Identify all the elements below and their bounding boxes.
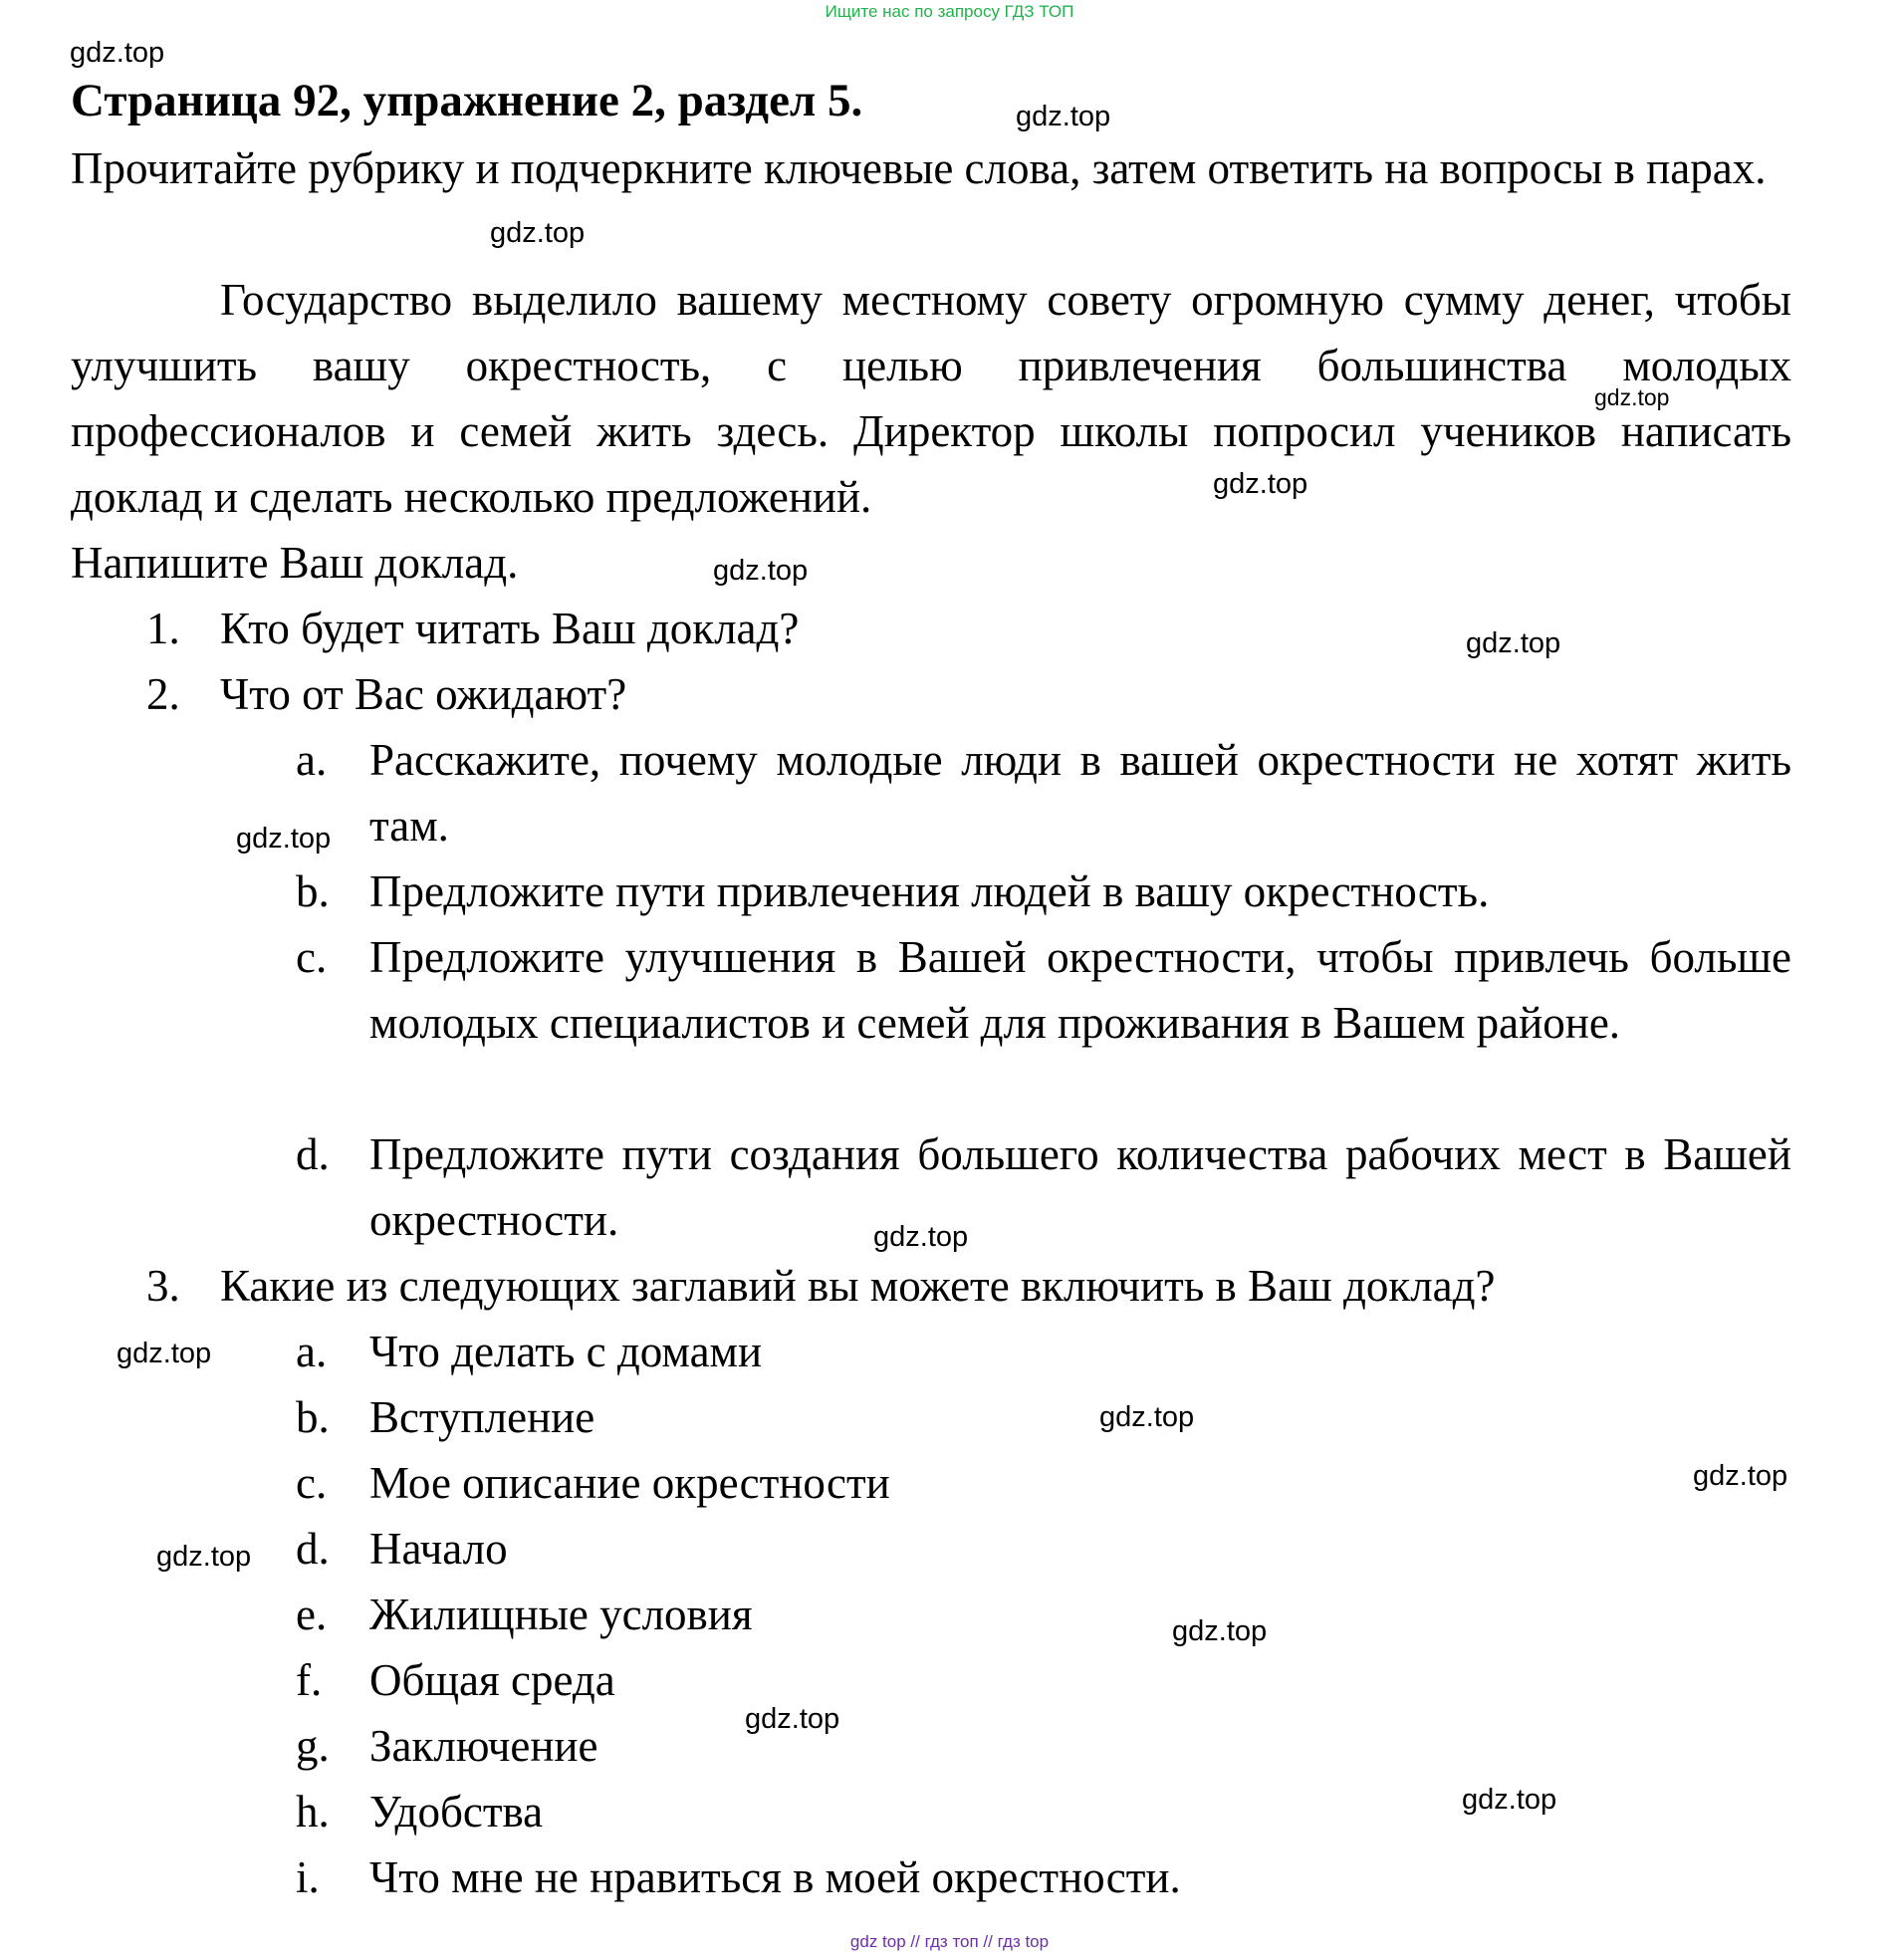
item-letter: d.	[296, 1129, 330, 1179]
watermark: gdz.top	[1462, 1784, 1557, 1816]
item-letter: c.	[296, 932, 328, 982]
question-text: Что от Вас ожидают?	[220, 669, 627, 719]
watermark: gdz.top	[745, 1703, 840, 1735]
task-heading: Напишите Ваш доклад.	[71, 538, 519, 588]
list-item: Удобства	[369, 1787, 544, 1837]
watermark: gdz.top	[490, 217, 586, 249]
list-item: Заключение	[369, 1721, 598, 1771]
item-letter: a.	[296, 735, 328, 785]
footer-watermark: gdz top // гдз топ // гдз top	[849, 1932, 1050, 1951]
watermark: gdz.top	[1016, 101, 1111, 132]
watermark: gdz.top	[1099, 1401, 1195, 1433]
top-banner: Ищите нас по запросу ГДЗ ТОП	[825, 2, 1074, 21]
list-item: Начало	[369, 1524, 508, 1574]
item-letter: h.	[296, 1787, 330, 1837]
item-letter: b.	[296, 866, 330, 916]
task-paragraph: Государство выделило вашему местному совету огромную сумму денег, чтобы улучшить вашу окрестность, с целью привлечения большинства молодых профессионалов и семей жить здесь. Директор школы попросил учеников написать доклад и сделать несколько предложений.	[71, 275, 1791, 522]
intro-text: Прочитайте рубрику и подчеркните ключевые слова, затем ответить на вопросы в парах.	[71, 143, 1767, 193]
list-item: Общая среда	[369, 1655, 615, 1705]
question-text: Кто будет читать Ваш доклад?	[220, 604, 800, 653]
watermark: gdz.top	[873, 1221, 969, 1253]
watermark: gdz.top	[70, 37, 165, 69]
watermark: gdz.top	[1594, 384, 1670, 410]
list-item: Что мне не нравиться в моей окрестности.	[369, 1852, 1181, 1902]
watermark: gdz.top	[236, 823, 332, 855]
list-item: Расскажите, почему молодые люди в вашей окрестности не хотят жить там.	[369, 735, 1791, 851]
item-letter: e.	[296, 1590, 328, 1639]
watermark: gdz.top	[1213, 468, 1308, 500]
item-letter: b.	[296, 1392, 330, 1442]
item-letter: g.	[296, 1721, 330, 1771]
item-letter: f.	[296, 1655, 323, 1705]
question-number: 2.	[146, 669, 180, 719]
watermark: gdz.top	[1693, 1460, 1788, 1492]
watermark: gdz.top	[1172, 1615, 1268, 1647]
question-number: 1.	[146, 604, 180, 653]
list-item: Что делать с домами	[369, 1327, 763, 1376]
question-text: Какие из следующих заглавий вы можете включить в Ваш доклад?	[220, 1261, 1496, 1311]
item-letter: d.	[296, 1524, 330, 1574]
list-item: Мое описание окрестности	[369, 1458, 890, 1508]
item-letter: c.	[296, 1458, 328, 1508]
question-number: 3.	[146, 1261, 180, 1311]
page-title: Страница 92, упражнение 2, раздел 5.	[71, 75, 863, 126]
item-letter: a.	[296, 1327, 328, 1376]
watermark: gdz.top	[117, 1338, 212, 1369]
list-item: Предложите улучшения в Вашей окрестности, чтобы привлечь больше молодых специалистов и семей для проживания в Вашем районе.	[369, 932, 1791, 1048]
watermark: gdz.top	[156, 1541, 252, 1573]
list-item: Предложите пути создания большего количества рабочих мест в Вашей окрестности.	[369, 1129, 1791, 1245]
watermark: gdz.top	[713, 555, 809, 587]
list-item: Жилищные условия	[369, 1590, 753, 1639]
list-item: Предложите пути привлечения людей в вашу окрестность.	[369, 866, 1490, 916]
watermark: gdz.top	[1466, 627, 1561, 659]
list-item: Вступление	[369, 1392, 595, 1442]
item-letter: i.	[296, 1852, 320, 1902]
